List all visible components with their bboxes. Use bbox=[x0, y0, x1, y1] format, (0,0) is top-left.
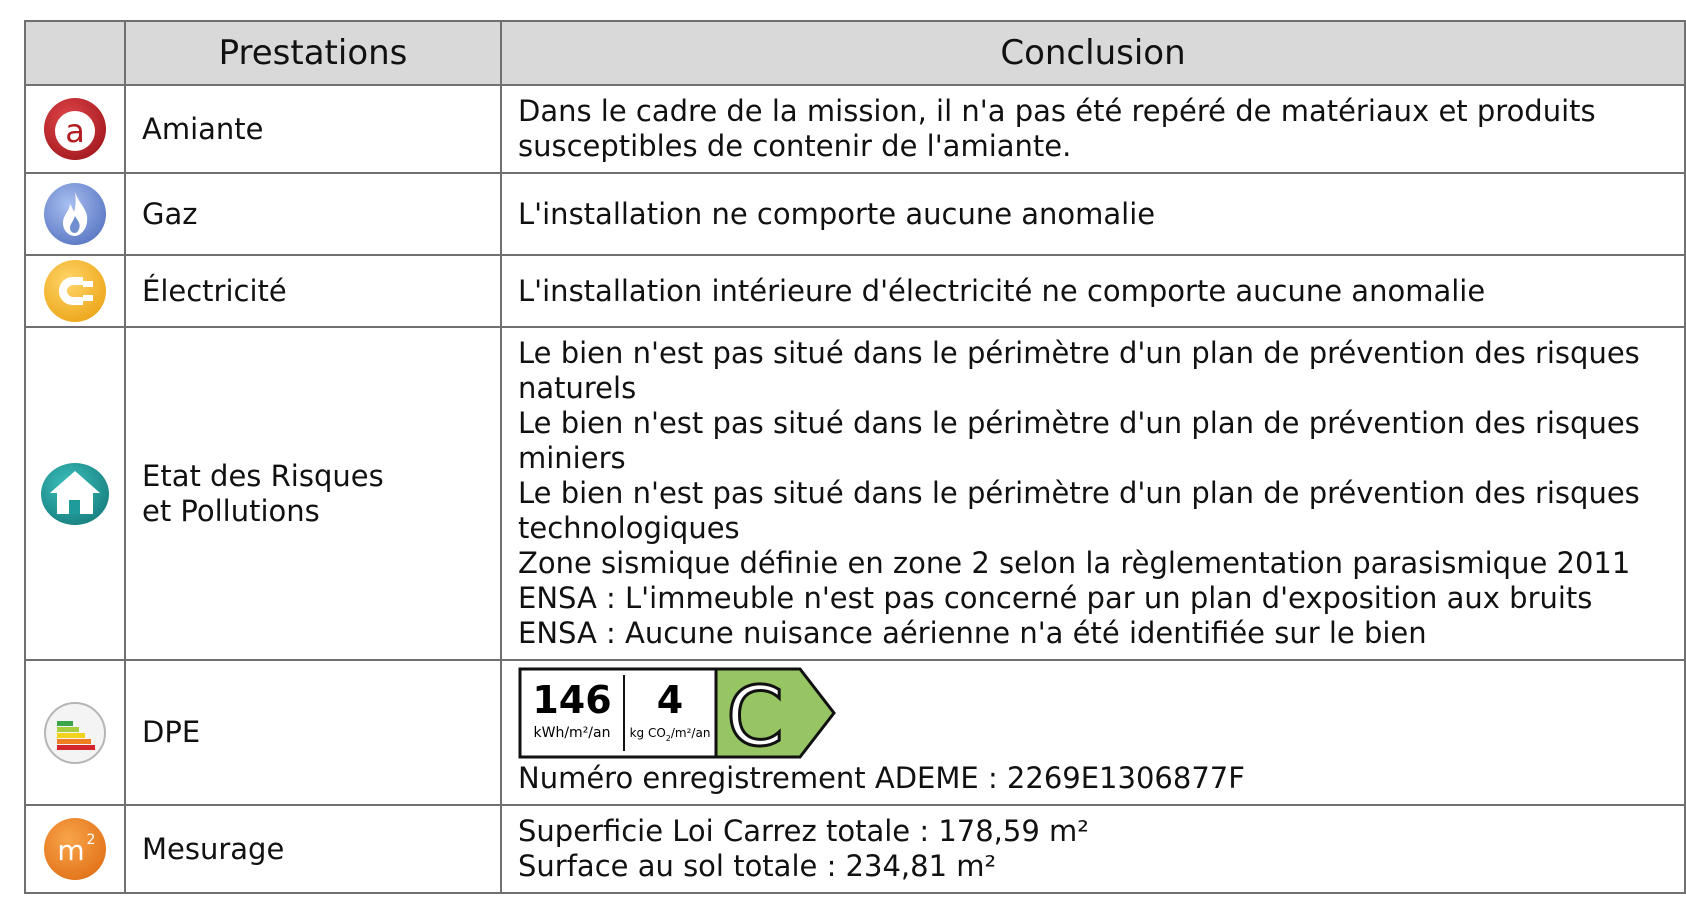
conclusion-cell bbox=[501, 805, 1685, 893]
dpe-ges-value: 4 bbox=[656, 678, 684, 722]
dpe-energy-value: 146 bbox=[532, 678, 612, 722]
m2-icon bbox=[43, 817, 107, 881]
table-row bbox=[25, 85, 1685, 173]
conclusion-line: Dans le cadre de la mission, il n'a pas été repéré de matériaux et produits susceptibles de contenir de l'amiante. bbox=[518, 94, 1596, 163]
prestation-name: Gaz bbox=[125, 173, 501, 255]
prestation-name: Mesurage bbox=[125, 805, 501, 893]
icon-cell bbox=[25, 173, 125, 255]
dpe-class-letter: C bbox=[726, 670, 784, 759]
icon-cell bbox=[25, 660, 125, 805]
table-row bbox=[25, 255, 1685, 327]
table-row bbox=[25, 805, 1685, 893]
icon-cell bbox=[25, 805, 125, 893]
prestations-table bbox=[24, 20, 1686, 894]
dpe-energy-unit: kWh/m²/an bbox=[533, 725, 611, 741]
conclusion-line: Surface au sol totale : 234,81 m² bbox=[518, 849, 997, 883]
icon-cell bbox=[25, 85, 125, 173]
conclusion-cell bbox=[501, 327, 1685, 660]
conclusion-line: ENSA : L'immeuble n'est pas concerné par un plan d'exposition aux bruits bbox=[518, 581, 1593, 615]
gas-flame-icon bbox=[43, 182, 107, 246]
table-row bbox=[25, 660, 1685, 805]
dpe-label bbox=[518, 667, 838, 759]
prestation-name: Électricité bbox=[125, 255, 501, 327]
header-conclusion: Conclusion bbox=[501, 21, 1685, 85]
icon-cell bbox=[25, 327, 125, 660]
dpe-ges-unit: kg $CO_2/m^2/an$ bbox=[629, 726, 711, 743]
ademe-number: Numéro enregistrement ADEME : 2269E1306877F bbox=[518, 761, 1245, 795]
prestation-name: Etat des Risques et Pollutions bbox=[125, 327, 501, 660]
table-row bbox=[25, 327, 1685, 660]
svg-text:2: 2 bbox=[86, 832, 96, 848]
header-icon-cell bbox=[25, 21, 125, 85]
conclusion-line: L'installation ne comporte aucune anomalie bbox=[518, 196, 1156, 231]
table-header-row bbox=[25, 21, 1685, 85]
icon-cell bbox=[25, 255, 125, 327]
conclusion-line: Le bien n'est pas situé dans le périmètre d'un plan de prévention des risques technologiques bbox=[518, 476, 1640, 545]
conclusion-cell bbox=[501, 173, 1685, 255]
header-prestations: Prestations bbox=[125, 21, 501, 85]
conclusion-line: Le bien n'est pas situé dans le périmètre d'un plan de prévention des risques miniers bbox=[518, 406, 1640, 475]
prestation-name: DPE bbox=[125, 660, 501, 805]
energy-label-icon bbox=[43, 701, 107, 765]
conclusion-cell bbox=[501, 255, 1685, 327]
table-row bbox=[25, 173, 1685, 255]
conclusion-line: Zone sismique définie en zone 2 selon la règlementation parasismique 2011 bbox=[518, 546, 1631, 580]
conclusion-cell bbox=[501, 85, 1685, 173]
electricity-plug-icon bbox=[43, 259, 107, 323]
svg-text:m: m bbox=[57, 834, 85, 867]
house-icon bbox=[40, 462, 110, 526]
amiante-icon bbox=[43, 97, 107, 161]
conclusion-cell bbox=[501, 660, 1685, 805]
conclusion-line: L'installation intérieure d'électricité ne comporte aucune anomalie bbox=[518, 273, 1486, 308]
conclusion-line: Le bien n'est pas situé dans le périmètre d'un plan de prévention des risques naturels bbox=[518, 336, 1640, 405]
svg-text:a: a bbox=[65, 112, 85, 150]
conclusion-line: ENSA : Aucune nuisance aérienne n'a été identifiée sur le bien bbox=[518, 616, 1427, 650]
prestation-name: Amiante bbox=[125, 85, 501, 173]
conclusion-line: Superficie Loi Carrez totale : 178,59 m² bbox=[518, 814, 1089, 848]
